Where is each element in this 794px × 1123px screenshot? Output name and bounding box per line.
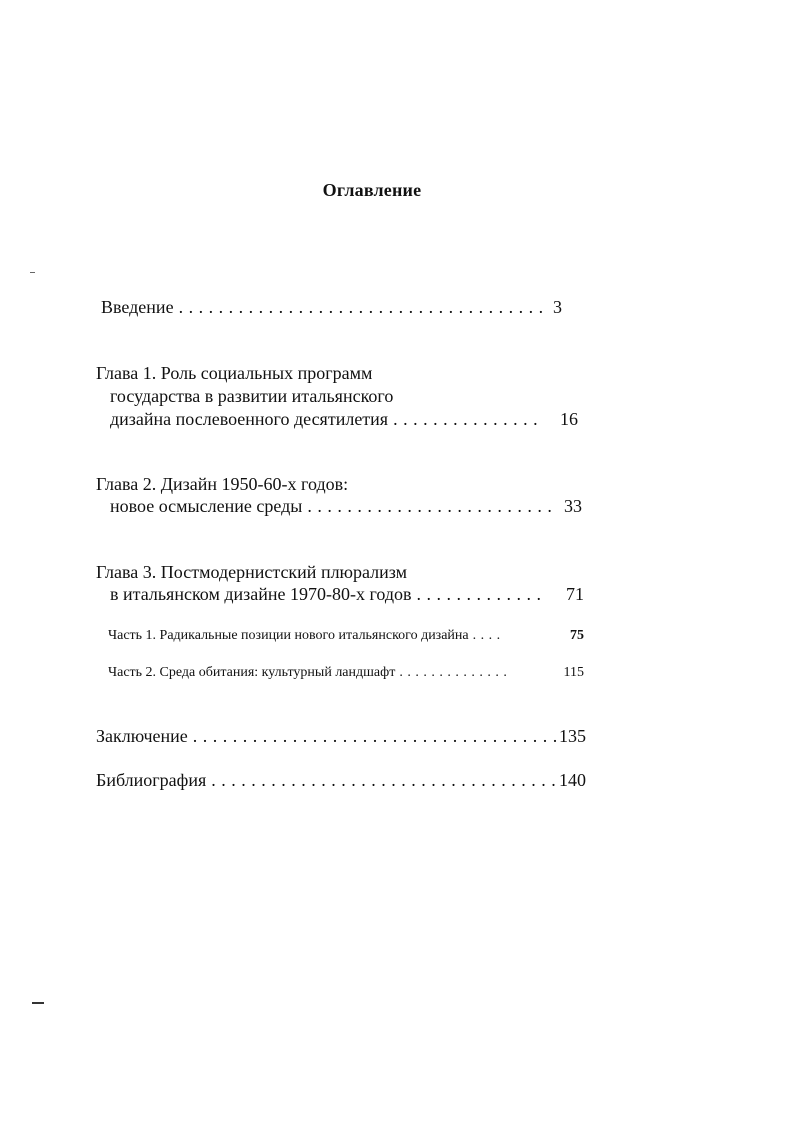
toc-entry-label: дизайна послевоенного десятилетия [110,409,389,429]
scan-mark [32,1002,44,1004]
toc-leader-dots: . . . . . . . . . . . . . [411,584,542,604]
toc-title: Оглавление [322,180,422,200]
toc-page-number: 33 [564,496,582,516]
toc-entry-conclusion[interactable] [96,725,558,747]
toc-chapter3-line1[interactable]: Глава 3. Постмодернистский плюрализм [96,562,408,582]
toc-entry-label: Введение [101,297,174,317]
toc-entry-label: Библиография [96,770,207,790]
toc-leader-dots: . . . . . . . . . . . . . . [395,665,508,680]
toc-chapter1-line3[interactable] [110,408,538,430]
toc-part2[interactable] [108,664,507,682]
toc-chapter1-line2[interactable]: государства в развитии итальянского [110,386,394,406]
toc-entry-label: Заключение [96,726,188,746]
toc-chapter3-line2[interactable] [110,583,542,605]
toc-page-number: 115 [563,665,584,680]
toc-chapter2-line2[interactable] [110,495,552,517]
toc-leader-dots: . . . . . . . . . . . . . . . [388,409,539,429]
toc-entry-label: в итальянском дизайне 1970-80-х годов [110,584,412,604]
toc-page-number: 140 [559,770,586,790]
toc-entry-label: новое осмысление среды [110,496,303,516]
toc-page-number: 71 [566,584,584,604]
scan-mark [30,272,35,273]
toc-leader-dots: . . . . . . . . . . . . . . . . . . . . . . . . . . . . . . . . . . . . . [187,726,558,746]
toc-leader-dots: . . . . . . . . . . . . . . . . . . . . . . . . . . . . . . . . . . . . . [173,297,544,317]
toc-entry-label: Часть 1. Радикальные позиции нового итальянского дизайна [108,628,469,643]
toc-entry-intro[interactable] [101,296,544,318]
toc-chapter1-line1[interactable]: Глава 1. Роль социальных программ [96,363,373,383]
toc-leader-dots: . . . . [468,628,501,643]
toc-part1[interactable] [108,627,501,645]
toc-leader-dots: . . . . . . . . . . . . . . . . . . . . . . . . . [302,496,553,516]
toc-page-number: 16 [560,409,578,429]
toc-chapter2-line1[interactable]: Глава 2. Дизайн 1950-60-х годов: [96,474,349,494]
toc-page-number: 3 [553,297,562,317]
toc-entry-bibliography[interactable] [96,769,556,791]
toc-entry-label: Часть 2. Среда обитания: культурный ландшафт [108,665,396,680]
toc-page-number: 135 [559,726,586,746]
toc-leader-dots: . . . . . . . . . . . . . . . . . . . . . . . . . . . . . . . . . . . [206,770,557,790]
toc-page-number: 75 [570,628,584,643]
